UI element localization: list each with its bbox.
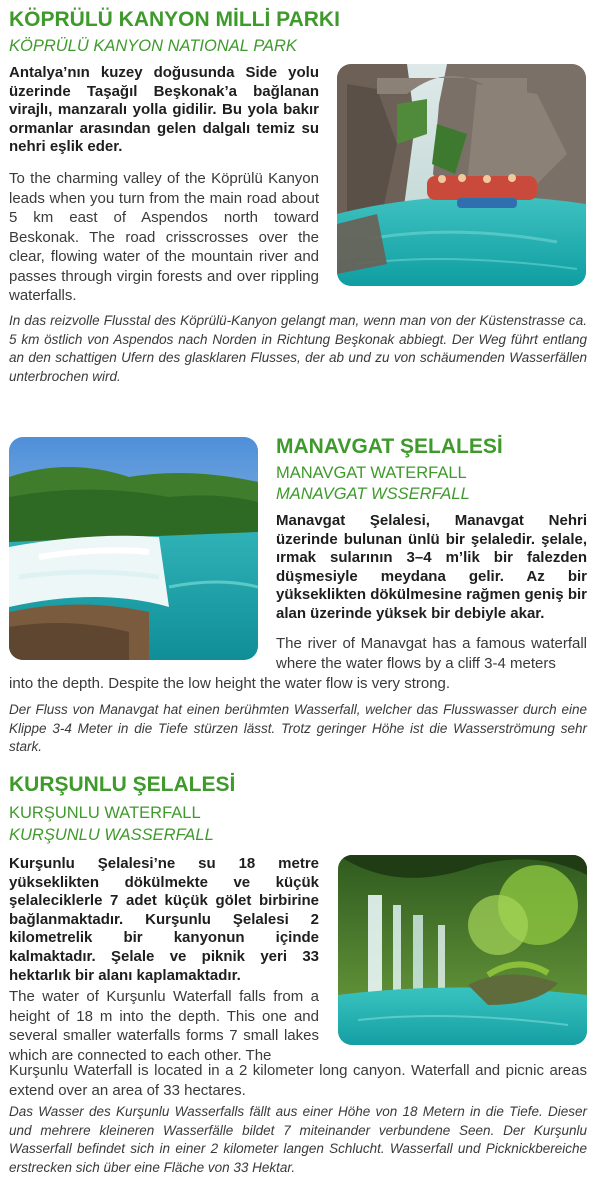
kursunlu-text-tr: Kurşunlu Şelalesi’ne su 18 metre yükseklikten dökülmekte ve küçük şelaleciklerle 7 adet küçük gölet birbirine bağlanmaktadır. Kurşunlu Şelalesi 2 kilometrelik bir kanyonun içinde kalmaktadır. Şelale ve piknik yeri 33 hektarlık bir alanı kaplamaktadır. [9,855,319,984]
manavgat-text-tr: Manavgat Şelalesi, Manavgat Nehri üzerinde bulunan ünlü bir şelaledir. şelale, ırmak sularının 3–4 m’lik bir falezden düşmesiyle meydana gelir. Az bir yükseklikten dökülmesine rağmen geniş bir alan üzerinde yüksek bir debiyle akar. [276,512,587,622]
koprulu-text-tr: Antalya’nın kuzey doğusunda Side yolu üzerinde Taşağıl Beşkonak’a bağlanan virajlı, manzaralı yolla gidilir. Bu yola bakır ormanlar arasından gelen dalgalı temiz su nehri eşlik eder. [9,64,319,156]
manavgat-text-en-part2: into the depth. Despite the low height the water flow is very strong. [9,675,451,692]
kursunlu-text-de: Das Wasser des Kurşunlu Wasserfalls fällt aus einer Höhe von 18 Metern in die Tiefe. Dieser und mehrere kleineren Wasserfälle bildet 7 miteinander verbundene Seen. Der Kurşunlu Wasserfall befindet sich in einer 2 kilometer langen Schlucht. Wasserfall und Picknickbereiche erstrecken sich über eine Fläche von 33 Hektar. [9,1104,587,1175]
koprulu-text-de: In das reizvolle Flusstal des Köprülü-Kanyon gelangt man, wenn man von der Küstenstrasse ca. 5 km östlich von Aspendos nach Norden in Richtung Beşkonak abbiegt. Der Weg führt entlang an den schattigen Ufern des glasklaren Flusses, der ab und zu von schäumenden Wasserfällen unterbrochen wird. [9,313,587,384]
koprulu-subtitle-en: KÖPRÜLÜ KANYON NATIONAL PARK [9,37,297,55]
manavgat-subtitle-de: MANAVGAT WSSERFALL [276,485,470,503]
koprulu-canyon-photo [337,64,586,286]
koprulu-text-en: To the charming valley of the Köprülü Kanyon leads when you turn from the main road about 5 km east of Aspendos north toward Beskonak. The road crisscrosses over the clear, flowing water of the mountain river and passes through virgin forests and over rippling waterfalls. [9,170,319,304]
manavgat-text-de: Der Fluss von Manavgat hat einen berühmten Wasserfall, welcher das Flusswasser durch eine Klippe 3-4 Meter in die Tiefe stürzen lässt. Trotz geringer Höhe ist die Wasserströmung sehr stark. [9,702,587,754]
kursunlu-text-en-part2: Kurşunlu Waterfall is located in a 2 kilometer long canyon. Waterfall and picnic areas extend over an area of 33 hectares. [9,1062,587,1099]
koprulu-title: KÖPRÜLÜ KANYON MİLLİ PARKI [9,8,340,31]
kursunlu-title: KURŞUNLU ŞELALESİ [9,773,236,796]
manavgat-title: MANAVGAT ŞELALESİ [276,435,503,458]
kursunlu-text-en-part1: The water of Kurşunlu Waterfall falls from a height of 18 m into the depth. This one and several smaller waterfalls forms 7 small lakes which are connected to each other. The [9,988,319,1064]
kursunlu-subtitle-en: KURŞUNLU WATERFALL [9,804,201,822]
manavgat-text-en-part1: The river of Manavgat has a famous waterfall where the water flows by a cliff 3-4 meters [276,635,587,672]
manavgat-subtitle-en: MANAVGAT WATERFALL [276,464,467,482]
manavgat-waterfall-photo [9,437,258,660]
kursunlu-waterfall-photo [338,855,587,1045]
kursunlu-subtitle-de: KURŞUNLU WASSERFALL [9,826,214,844]
